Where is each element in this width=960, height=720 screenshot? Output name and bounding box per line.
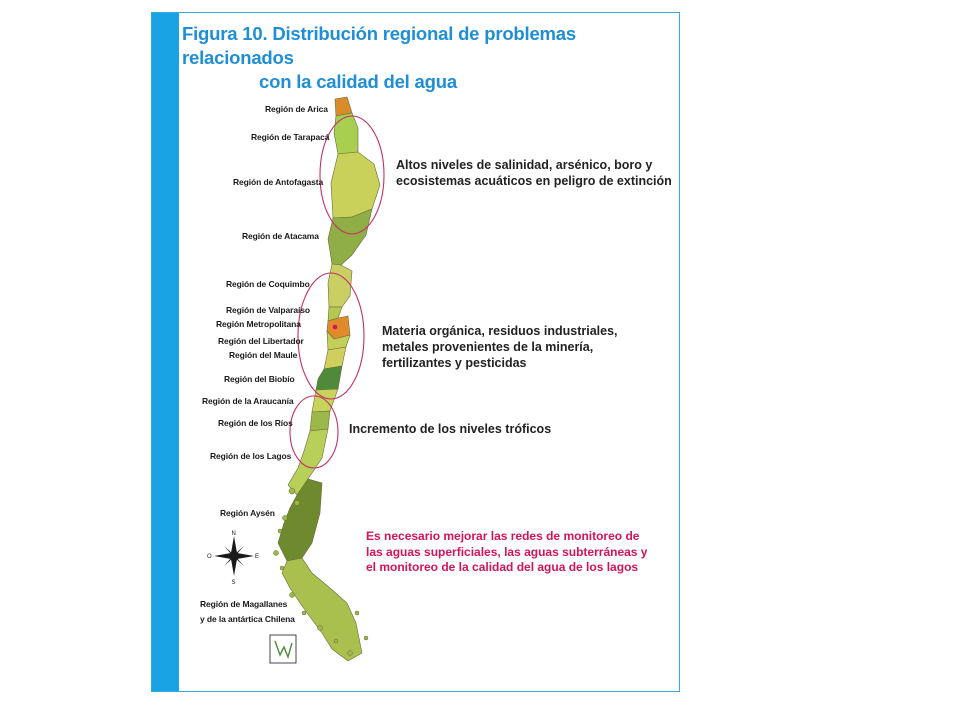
region-label-biobio: Región del Biobío	[224, 374, 295, 384]
annotation-central-line-2: metales provenientes de la minería,	[382, 340, 594, 354]
compass-rose-icon	[207, 531, 259, 586]
annotation-central-line-1: Materia orgánica, residuos industriales,	[382, 324, 618, 338]
annotation-north-line-2: ecosistemas acuáticos en peligro de extinción	[396, 174, 672, 188]
compass-e: E	[255, 554, 260, 560]
region-label-maule: Región del Maule	[229, 350, 298, 360]
map-region-arica	[335, 97, 352, 116]
annotation-central	[382, 323, 618, 371]
region-label-aysen: Región Aysén	[220, 508, 275, 518]
region-label-los-rios: Región de los Ríos	[218, 418, 293, 428]
region-label-libertador: Región del Libertador	[218, 336, 304, 346]
figure-panel	[151, 12, 680, 692]
compass-s: S	[231, 580, 236, 586]
region-label-antartica: y de la antártica Chilena	[200, 614, 295, 624]
map-region-tarapaca	[334, 113, 358, 154]
map-region-biobio	[316, 366, 342, 390]
annotation-recommendation	[366, 529, 647, 576]
region-label-arica: Región de Arica	[265, 104, 328, 114]
annotation-central-line-3: fertilizantes y pesticidas	[382, 356, 527, 370]
annotation-recommendation-line-3: el monitoreo de la calidad del agua de los lagos	[366, 560, 639, 574]
figure-title-line-1: Figura 10. Distribución regional de problemas relacionados	[182, 23, 576, 68]
region-label-metropolitana: Región Metropolitana	[216, 319, 301, 329]
annotation-north	[396, 157, 672, 189]
figure-title-line-2: con la calidad del agua	[259, 71, 457, 92]
map-region-los-rios	[310, 411, 330, 431]
region-label-antofagasta: Región de Antofagasta	[233, 177, 324, 187]
antarctica-inset	[270, 635, 296, 663]
annotation-recommendation-line-1: Es necesario mejorar las redes de monitoreo de	[366, 529, 640, 543]
compass-w: O	[207, 554, 212, 560]
map-region-antofagasta	[331, 152, 380, 218]
compass-n: N	[231, 531, 236, 537]
annotation-south	[349, 421, 551, 437]
annotation-north-line-1: Altos niveles de salinidad, arsénico, boro y	[396, 158, 653, 172]
region-label-araucania: Región de la Araucanía	[202, 396, 294, 406]
region-label-tarapaca: Región de Tarapacá	[251, 132, 330, 142]
region-label-los-lagos: Región de los Lagos	[210, 451, 292, 461]
santiago-marker	[333, 325, 338, 330]
region-label-magallanes: Región de Magallanes	[200, 599, 288, 609]
region-label-coquimbo: Región de Coquimbo	[226, 279, 310, 289]
annotation-south-line-1: Incremento de los niveles tróficos	[349, 422, 552, 436]
map-region-coquimbo	[328, 264, 352, 307]
annotation-recommendation-line-2: las aguas superficiales, las aguas subterráneas y	[366, 544, 648, 559]
map-region-maule	[324, 347, 346, 369]
region-label-atacama: Región de Atacama	[242, 231, 319, 241]
region-label-valparaiso: Región de Valparaíso	[226, 305, 310, 315]
